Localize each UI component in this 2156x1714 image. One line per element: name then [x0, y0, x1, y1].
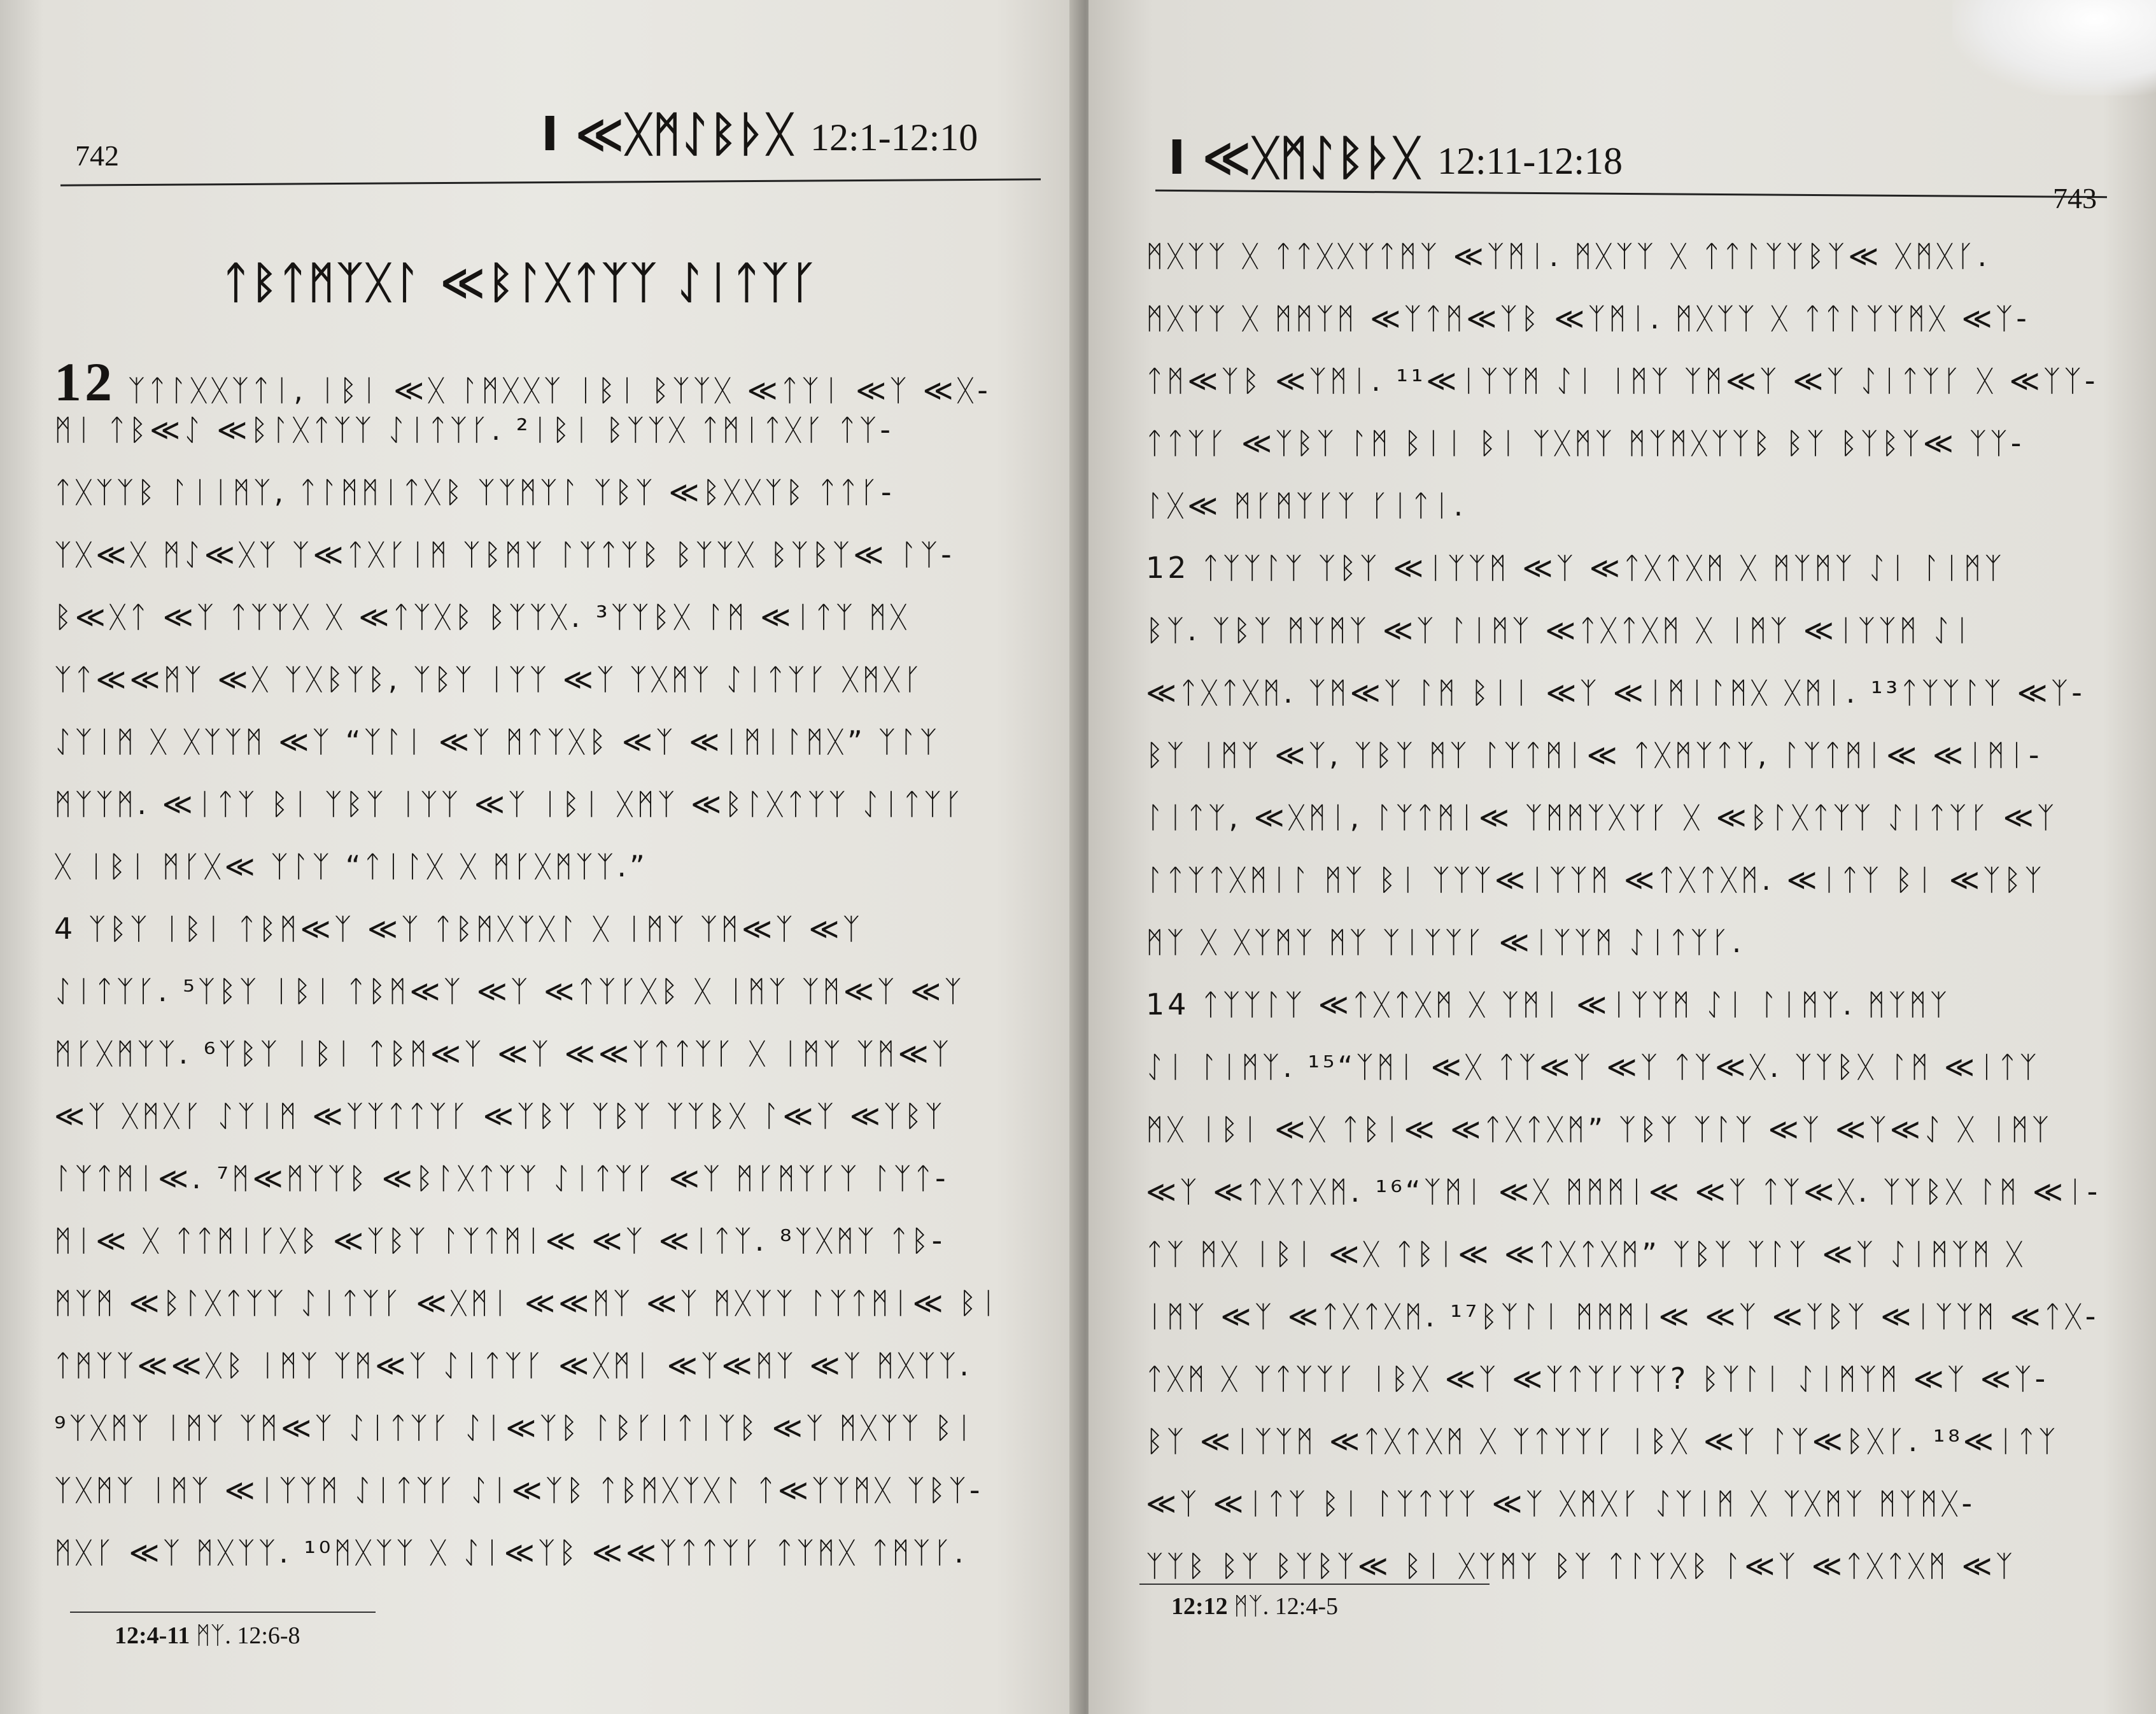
right-text-line: [1146, 613, 1974, 647]
right-text-line: [1146, 488, 1466, 523]
right-line-text: ᛏᛏᛉᚴ ≪ᛉᛒᛉ ᛚᛗ ᛒᛁᛁ ᛒᛁ ᛉᚷᛗᛉ ᛗᛉᛗᚷᛉᛉᛒ ᛒᛉ ᛒᛉᛒᛉ≪ ᛉᛉ-: [1146, 426, 2025, 460]
left-text-line: [54, 1223, 945, 1258]
right-line-text: ᛇᛁ ᛚᛁᛗᛉ. ¹⁵“ᛉᛗᛁ ≪ᚷ ᛏᛉ≪ᛉ ≪ᛉ ᛏᛉ≪ᚷ. ᛉᛉᛒᚷ ᛚᛗ ≪ᛁᛏᛉ: [1146, 1050, 2040, 1084]
left-line-text: ᛇᛁᛏᛉᚴ. ⁵ᛉᛒᛉ ᛁᛒᛁ ᛏᛒᛗ≪ᛉ ≪ᛉ ≪ᛏᛉᚴᚷᛒ ᚷ ᛁᛗᛉ ᛉᛗ≪ᛉ ≪ᛉ: [54, 974, 965, 1008]
right-text-line: [1146, 551, 2005, 585]
left-text-line: [54, 350, 991, 414]
left-footnote: [115, 1622, 300, 1650]
left-text-line: [54, 1473, 983, 1507]
right-text-line: [1146, 1299, 2099, 1333]
right-text-line: [1146, 1237, 2026, 1271]
left-line-text: ᛇᛉᛁᛗ ᚷ ᚷᛉᛉᛗ ≪ᛉ “ᛉᛚᛁ ≪ᛉ ᛗᛏᛉᚷᛒ ≪ᛉ ≪ᛁᛗᛁᛚᛗᚷ” ᛉᛚᛉ: [54, 724, 941, 759]
right-footnote: [1171, 1592, 1338, 1620]
right-line-text: 14 ᛏᛉᛉᛚᛉ ≪ᛏᚷᛏᚷᛗ ᚷ ᛉᛗᛁ ≪ᛁᛉᛉᛗ ᛇᛁ ᛚᛁᛗᛉ. ᛗᛉᛗᛉ: [1146, 987, 1951, 1022]
right-text-line: [1146, 1174, 2101, 1209]
right-text-line: [1146, 862, 2045, 897]
left-running-head-title: I ≪ᚷᛗᛇᛒᚦᚷ: [541, 107, 794, 162]
right-line-text: ᛗᚷ ᛁᛒᛁ ≪ᚷ ᛏᛒᛁ≪ ≪ᛏᚷᛏᚷᛗ” ᛉᛒᛉ ᛉᛚᛉ ≪ᛉ ≪ᛉ≪ᛇ ᚷ ᛁᛗᛉ: [1146, 1112, 2053, 1146]
right-footnote-text: ᛗᛉ. 12:4-5: [1234, 1593, 1338, 1620]
left-line-text: ᛒ≪ᚷᛏ ≪ᛉ ᛏᛉᛉᚷ ᚷ ≪ᛏᛉᚷᛒ ᛒᛉᛉᚷ. ³ᛉᛉᛒᚷ ᛚᛗ ≪ᛁᛏᛉ ᛗᚷ: [54, 600, 911, 634]
left-line-text: ᛗᚴᚷᛗᛉᛉ. ⁶ᛉᛒᛉ ᛁᛒᛁ ᛏᛒᛗ≪ᛉ ≪ᛉ ≪≪ᛉᛏᛏᛉᚴ ᚷ ᛁᛗᛉ ᛉᛗ≪ᛉ: [54, 1036, 953, 1071]
right-line-text: ᛉᛉᛒ ᛒᛉ ᛒᛉᛒᛉ≪ ᛒᛁ ᚷᛉᛗᛉ ᛒᛉ ᛏᛚᛉᚷᛒ ᛚ≪ᛉ ≪ᛏᚷᛏᚷᛗ ≪ᛉ: [1146, 1549, 2017, 1583]
chapter-title: ᛏᛒᛏᛗᛉᚷᛚ ≪ᛒᛚᚷᛏᛉᛉ ᛇᛁᛏᛉᚴ: [223, 258, 819, 308]
right-line-text: ᛚᛏᛉᛏᚷᛗᛁᛚ ᛗᛉ ᛒᛁ ᛉᛉᛉ≪ᛁᛉᛉᛗ ≪ᛏᚷᛏᚷᛗ. ≪ᛁᛏᛉ ᛒᛁ ≪ᛉᛒᛉ: [1146, 862, 2045, 897]
right-line-text: ᛏᛗ≪ᛉᛒ ≪ᛉᛗᛁ. ¹¹≪ᛁᛉᛉᛗ ᛇᛁ ᛁᛗᛉ ᛉᛗ≪ᛉ ≪ᛉ ᛇᛁᛏᛉᚴ ᚷ ≪ᛉᛉ-: [1146, 363, 2099, 398]
right-line-text: ᛚᛁᛏᛉ, ≪ᚷᛗᛁ, ᛚᛉᛏᛗᛁ≪ ᛉᛗᛗᛉᚷᛉᚴ ᚷ ≪ᛒᛚᚷᛏᛉᛉ ᛇᛁᛏᛉᚴ ≪ᛉ: [1146, 800, 2058, 834]
left-text-line: [54, 724, 940, 759]
chapter-number: 12: [54, 351, 115, 412]
left-text-line: [54, 412, 894, 447]
left-text-line: [54, 1036, 952, 1071]
right-text-line: [1146, 675, 2085, 710]
right-line-text: ᛏᛉ ᛗᚷ ᛁᛒᛁ ≪ᚷ ᛏᛒᛁ≪ ≪ᛏᚷᛏᚷᛗ” ᛉᛒᛉ ᛉᛚᛉ ≪ᛉ ᛇᛁᛗᛉᛗ ᚷ: [1146, 1237, 2027, 1271]
right-text-line: [1146, 363, 2098, 398]
left-text-line: [54, 537, 955, 572]
right-footnote-ref: 12:12: [1171, 1593, 1228, 1620]
left-text-line: [54, 1161, 949, 1195]
left-footnote-rule: [70, 1612, 376, 1613]
right-text-line: [1146, 925, 1744, 959]
left-line-text: ᛉᚷᛗᛉ ᛁᛗᛉ ≪ᛁᛉᛉᛗ ᛇᛁᛏᛉᚴ ᛇᛁ≪ᛉᛒ ᛏᛒᛗᚷᛉᚷᛚ ᛏ≪ᛉᛉᛗᚷ ᛉᛒᛉ-: [54, 1473, 983, 1507]
left-line-text: ᛗᚷᚴ ≪ᛉ ᛗᚷᛉᛉ. ¹⁰ᛗᚷᛉᛉ ᚷ ᛇᛁ≪ᛉᛒ ≪≪ᛉᛏᛏᛉᚴ ᛏᛉᛗᚷ ᛏᛗᛉᚴ.: [54, 1535, 967, 1570]
right-text-line: [1146, 738, 2042, 772]
left-text-line: [54, 787, 966, 821]
left-text-line: [54, 911, 863, 946]
right-text-line: [1146, 1361, 2048, 1396]
left-line-text: ᛏᚷᛉᛉᛒ ᛚᛁᛁᛗᛉ, ᛏᛚᛗᛗᛁᛏᚷᛒ ᛉᛉᛗᛉᛚ ᛉᛒᛉ ≪ᛒᚷᚷᛉᛒ ᛏᛏᚴ-: [54, 475, 895, 509]
right-line-text: 12 ᛏᛉᛉᛚᛉ ᛉᛒᛉ ≪ᛁᛉᛉᛗ ≪ᛉ ≪ᛏᚷᛏᚷᛗ ᚷ ᛗᛉᛗᛉ ᛇᛁ ᛚᛁᛗᛉ: [1146, 551, 2006, 585]
left-line-text: ᛏᛗᛉᛉ≪≪ᚷᛒ ᛁᛗᛉ ᛉᛗ≪ᛉ ᛇᛁᛏᛉᚴ ≪ᚷᛗᛁ ≪ᛉ≪ᛗᛉ ≪ᛉ ᛗᚷᛉᛉ.: [54, 1348, 972, 1382]
glove-top-right: [1952, 0, 2156, 95]
right-text-line: [1146, 239, 1990, 273]
left-line-text: ᛉᚷ≪ᚷ ᛗᛇ≪ᚷᛉ ᛉ≪ᛏᚷᚴᛁᛗ ᛉᛒᛗᛉ ᛚᛉᛏᛉᛒ ᛒᛉᛉᚷ ᛒᛉᛒᛉ≪ ᛚᛉ-: [54, 537, 955, 572]
left-line-text: ᛉᛏᛚᚷᚷᛉᛏᛁ, ᛁᛒᛁ ≪ᚷ ᛚᛗᚷᚷᛉ ᛁᛒᛁ ᛒᛉᛉᚷ ≪ᛏᛉᛁ ≪ᛉ ≪ᚷ-: [115, 373, 991, 407]
right-line-text: ᛒᛉ. ᛉᛒᛉ ᛗᛉᛗᛉ ≪ᛉ ᛚᛁᛗᛉ ≪ᛏᚷᛏᚷᛗ ᚷ ᛁᛗᛉ ≪ᛁᛉᛉᛗ ᛇᛁ: [1146, 613, 1975, 647]
right-line-text: ᛒᛉ ≪ᛁᛉᛉᛗ ≪ᛏᚷᛏᚷᛗ ᚷ ᛉᛏᛉᛉᚴ ᛁᛒᚷ ≪ᛉ ᛚᛉ≪ᛒᚷᚴ. ¹⁸≪ᛁᛏᛉ: [1146, 1424, 2059, 1458]
left-text-line: [54, 1286, 1001, 1320]
right-page-number: 743: [2053, 182, 2097, 214]
left-line-text: ᛚᛉᛏᛗᛁ≪. ⁷ᛗ≪ᛗᛉᛉᛒ ≪ᛒᛚᚷᛏᛉᛉ ᛇᛁᛏᛉᚴ ≪ᛉ ᛗᚴᛗᛉᚴᛉ ᛚᛉᛏ-: [54, 1161, 949, 1195]
right-footnote-rule: [1139, 1584, 1490, 1585]
right-running-head: [1168, 130, 1623, 185]
left-footnote-text: ᛗᛉ. 12:6-8: [195, 1622, 300, 1649]
right-running-head-ref: 12:11-12:18: [1437, 140, 1623, 182]
left-line-text: ᛗᛉᛗ ≪ᛒᛚᚷᛏᛉᛉ ᛇᛁᛏᛉᚴ ≪ᚷᛗᛁ ≪≪ᛗᛉ ≪ᛉ ᛗᚷᛉᛉ ᛚᛉᛏᛗᛁ≪ ᛒᛁ: [54, 1286, 1001, 1320]
left-line-text: ⁹ᛉᚷᛗᛉ ᛁᛗᛉ ᛉᛗ≪ᛉ ᛇᛁᛏᛉᚴ ᛇᛁ≪ᛉᛒ ᛚᛒᚴᛁᛏᛁᛉᛒ ≪ᛉ ᛗᚷᛉᛉ ᛒᛁ: [54, 1410, 976, 1445]
right-line-text: ᛁᛗᛉ ≪ᛉ ≪ᛏᚷᛏᚷᛗ. ¹⁷ᛒᛉᛚᛁ ᛗᛗᛗᛁ≪ ≪ᛉ ≪ᛉᛒᛉ ≪ᛁᛉᛉᛗ ≪ᛏᚷ-: [1146, 1299, 2099, 1333]
right-text-line: [1146, 1050, 2040, 1084]
left-text-line: [54, 1348, 972, 1382]
right-text-line: [1146, 987, 1950, 1022]
left-text-line: [54, 1535, 967, 1570]
right-text-line: [1146, 800, 2057, 834]
left-line-text: 4 ᛉᛒᛉ ᛁᛒᛁ ᛏᛒᛗ≪ᛉ ≪ᛉ ᛏᛒᛗᚷᛉᚷᛚ ᚷ ᛁᛗᛉ ᛉᛗ≪ᛉ ≪ᛉ: [54, 911, 864, 946]
left-text-line: [54, 974, 965, 1008]
right-line-text: ᛒᛉ ᛁᛗᛉ ≪ᛉ, ᛉᛒᛉ ᛗᛉ ᛚᛉᛏᛗᛁ≪ ᛏᚷᛗᛉᛏᛉ, ᛚᛉᛏᛗᛁ≪ ≪ᛁᛗᛁ-: [1146, 738, 2043, 772]
left-line-text: ᚷ ᛁᛒᛁ ᛗᚴᚷ≪ ᛉᛚᛉ “ᛏᛁᛚᚷ ᚷ ᛗᚴᚷᛗᛉᛉ.”: [54, 849, 648, 883]
right-line-text: ᛚᚷ≪ ᛗᚴᛗᛉᚴᛉ ᚴᛁᛏᛁ.: [1146, 488, 1467, 523]
right-running-head-title: I ≪ᚷᛗᛇᛒᚦᚷ: [1168, 130, 1421, 185]
right-line-text: ᛗᚷᛉᛉ ᚷ ᛏᛏᚷᚷᛉᛏᛗᛉ ≪ᛉᛗᛁ. ᛗᚷᛉᛉ ᚷ ᛏᛏᛚᛉᛉᛒᛉ≪ ᚷᛗᚷᚴ.: [1146, 239, 1990, 273]
left-text-line: [54, 1410, 976, 1445]
left-running-head-ref: 12:1-12:10: [810, 116, 978, 158]
left-running-head: [541, 107, 978, 162]
left-text-line: [54, 475, 895, 509]
left-text-line: [54, 849, 648, 883]
left-header-rule: [60, 178, 1041, 186]
right-line-text: ᛏᚷᛗ ᚷ ᛉᛏᛉᛉᚴ ᛁᛒᚷ ≪ᛉ ≪ᛉᛏᛉᚴᛉᛉ? ᛒᛉᛚᛁ ᛇᛁᛗᛉᛗ ≪ᛉ ≪ᛉ-: [1146, 1361, 2049, 1396]
right-page: [1089, 0, 2156, 1714]
left-line-text: ᛗᛁ≪ ᚷ ᛏᛏᛗᛁᚴᚷᛒ ≪ᛉᛒᛉ ᛚᛉᛏᛗᛁ≪ ≪ᛉ ≪ᛁᛏᛉ. ⁸ᛉᚷᛗᛉ ᛏᛒ-: [54, 1223, 946, 1258]
right-text-line: [1146, 1112, 2052, 1146]
right-line-text: ≪ᛉ ≪ᛏᚷᛏᚷᛗ. ¹⁶“ᛉᛗᛁ ≪ᚷ ᛗᛗᛗᛁ≪ ≪ᛉ ᛏᛉ≪ᚷ. ᛉᛉᛒᚷ ᛚᛗ ≪ᛁ-: [1146, 1174, 2101, 1209]
left-text-line: [54, 662, 924, 696]
right-line-text: ᛗᚷᛉᛉ ᚷ ᛗᛗᛉᛗ ≪ᛉᛏᛗ≪ᛉᛒ ≪ᛉᛗᛁ. ᛗᚷᛉᛉ ᚷ ᛏᛏᛚᛉᛉᛗᚷ ≪ᛉ-: [1146, 301, 2030, 335]
right-line-text: ≪ᛏᚷᛏᚷᛗ. ᛉᛗ≪ᛉ ᛚᛗ ᛒᛁᛁ ≪ᛉ ≪ᛁᛗᛁᛚᛗᚷ ᚷᛗᛁ. ¹³ᛏᛉᛉᛚᛉ ≪ᛉ-: [1146, 675, 2085, 710]
left-footnote-ref: 12:4-11: [115, 1622, 190, 1649]
left-text-line: [54, 600, 910, 634]
right-text-line: [1146, 301, 2030, 335]
right-text-line: [1146, 1549, 2016, 1583]
right-line-text: ᛗᛉ ᚷ ᚷᛉᛗᛉ ᛗᛉ ᛉᛁᛉᛉᚴ ≪ᛁᛉᛉᛗ ᛇᛁᛏᛉᚴ.: [1146, 925, 1745, 959]
left-page-number: 742: [75, 139, 119, 172]
left-line-text: ≪ᛉ ᚷᛗᚷᚴ ᛇᛉᛁᛗ ≪ᛉᛉᛏᛏᛉᚴ ≪ᛉᛒᛉ ᛉᛒᛉ ᛉᛉᛒᚷ ᛚ≪ᛉ ≪ᛉᛒᛉ: [54, 1099, 946, 1133]
right-line-text: ≪ᛉ ≪ᛁᛏᛉ ᛒᛁ ᛚᛉᛏᛉᛉ ≪ᛉ ᚷᛗᚷᚴ ᛇᛉᛁᛗ ᚷ ᛉᚷᛗᛉ ᛗᛉᛗᚷ-: [1146, 1486, 1976, 1521]
right-text-line: [1146, 426, 2024, 460]
left-line-text: ᛉᛏ≪≪ᛗᛉ ≪ᚷ ᛉᚷᛒᛉᛒ, ᛉᛒᛉ ᛁᛉᛉ ≪ᛉ ᛉᚷᛗᛉ ᛇᛁᛏᛉᚴ ᚷᛗᚷᚴ: [54, 662, 925, 696]
left-line-text: ᛗᛉᛉᛗ. ≪ᛁᛏᛉ ᛒᛁ ᛉᛒᛉ ᛁᛉᛉ ≪ᛉ ᛁᛒᛁ ᚷᛗᛉ ≪ᛒᛚᚷᛏᛉᛉ ᛇᛁᛏᛉᚴ: [54, 787, 966, 821]
right-text-line: [1146, 1486, 1975, 1521]
left-text-line: [54, 1099, 946, 1133]
left-line-text: ᛗᛁ ᛏᛒ≪ᛇ ≪ᛒᛚᚷᛏᛉᛉ ᛇᛁᛏᛉᚴ. ²ᛁᛒᛁ ᛒᛉᛉᚷ ᛏᛗᛁᛏᚷᚴ ᛏᛉ-: [54, 412, 894, 447]
right-header-rule: [1155, 190, 2107, 198]
right-text-line: [1146, 1424, 2059, 1458]
